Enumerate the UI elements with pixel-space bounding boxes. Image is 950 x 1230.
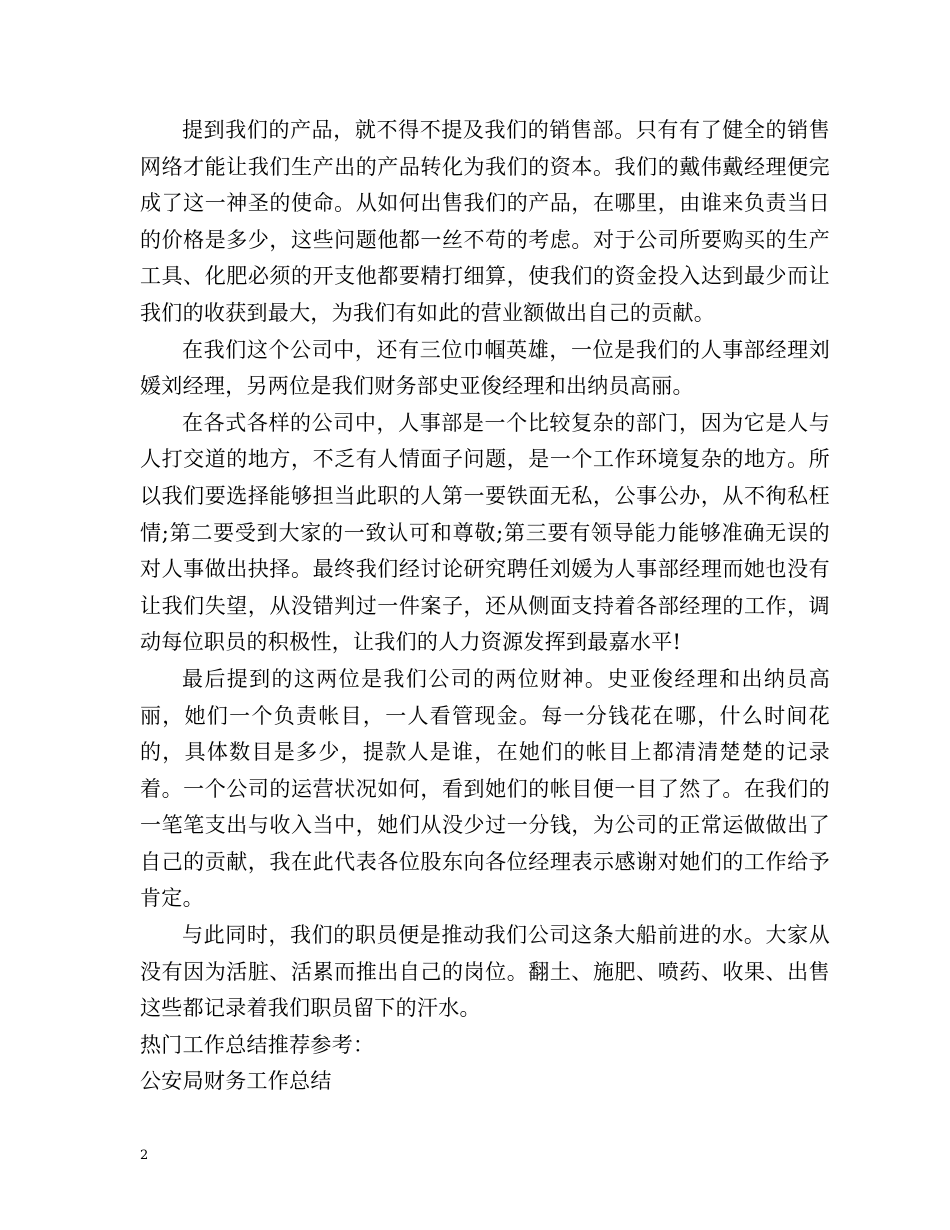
paragraph-heroines: 在我们这个公司中，还有三位巾帼英雄，一位是我们的人事部经理刘媛刘经理，另两位是我们财务部史亚俊经理和出纳员高丽。 xyxy=(140,337,830,399)
paragraph-finance-department: 最后提到的这两位是我们公司的两位财神。史亚俊经理和出纳员高丽，她们一个负责帐目，一人看管现金。每一分钱花在哪，什么时间花的，具体数目是多少，提款人是谁，在她们的帐目上都清清楚楚的记录着。一个公司的运营状况如何，看到她们的帐目便一目了然了。在我们的一笔笔支出与收入当中，她们从没少过一分钱，为公司的正常运做做出了自己的贡献，我在此代表各位股东向各位经理表示感谢对她们的工作给予肯定。 xyxy=(140,666,830,911)
paragraph-staff: 与此同时，我们的职员便是推动我们公司这条大船前进的水。大家从没有因为活脏、活累而推出自己的岗位。翻土、施肥、喷药、收果、出售这些都记录着我们职员留下的汗水。 xyxy=(140,923,830,1021)
recommend-heading: 热门工作总结推荐参考： xyxy=(140,1032,375,1057)
paragraph-sales-department: 提到我们的产品，就不得不提及我们的销售部。只有有了健全的销售网络才能让我们生产出的产品转化为我们的资本。我们的戴伟戴经理便完成了这一神圣的使命。从如何出售我们的产品，在哪里，由谁来负责当日的价格是多少，这些问题他都一丝不苟的考虑。对于公司所要购买的生产工具、化肥必须的开支他都要精打细算，使我们的资金投入达到最少而让我们的收获到最大，为我们有如此的营业额做出自己的贡献。 xyxy=(140,118,830,325)
document-body xyxy=(140,112,830,1100)
page-number: 2 xyxy=(140,1148,149,1163)
recommend-link[interactable]: 公安局财务工作总结 xyxy=(140,1069,332,1094)
paragraph-hr-department: 在各式各样的公司中，人事部是一个比较复杂的部门，因为它是人与人打交道的地方，不乏有人情面子问题，是一个工作环境复杂的地方。所以我们要选择能够担当此职的人第一要铁面无私，公事公办，从不徇私枉情;第二要受到大家的一致认可和尊敬;第三要有领导能力能够准确无误的对人事做出抉择。最终我们经讨论研究聘任刘媛为人事部经理而她也没有让我们失望，从没错判过一件案子，还从侧面支持着各部经理的工作，调动每位职员的积极性，让我们的人力资源发挥到最嘉水平! xyxy=(140,410,830,655)
